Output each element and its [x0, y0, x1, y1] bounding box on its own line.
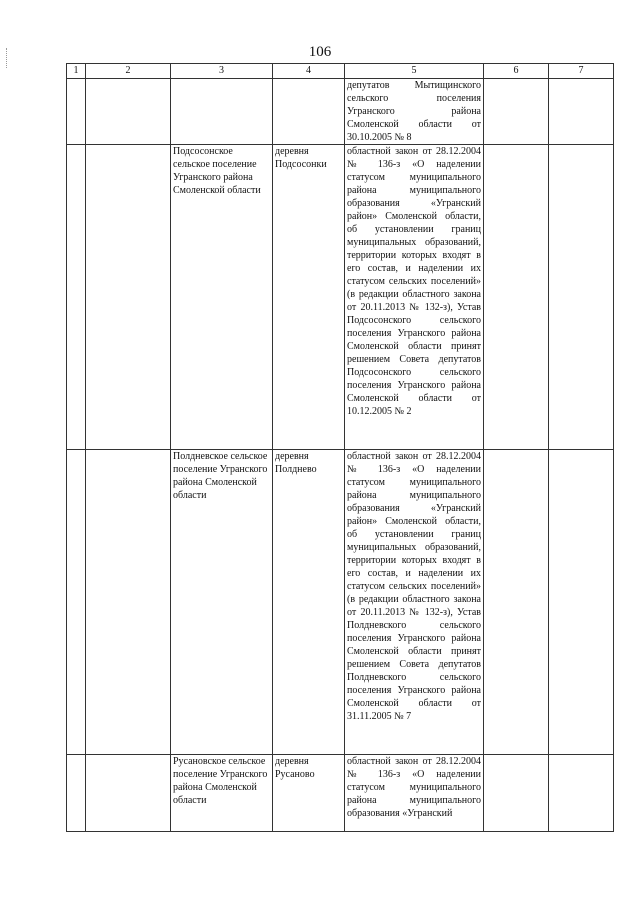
- cell-number: [67, 450, 86, 755]
- cell-legal-basis: областной закон от 28.12.2004 № 136-з «О наделении статусом муниципального района муниципального образования «Угранский район» Смоленской области, об установлении границ муниципальных образований, территории которых входят в его состав, и наделении их статусом сельских поселений» (в редакции областного закона от 20.11.2013 № 132-з), Устав Полдневского сельского поселения Угранского района Смоленской области принят решением Совета депутатов Полдневского сельского поселения Угранского района Смоленской области от 31.11.2005 № 7: [345, 450, 484, 755]
- column-header: 4: [273, 64, 345, 79]
- cell-col6: [484, 79, 549, 145]
- column-header: 7: [549, 64, 614, 79]
- table-row: [67, 79, 614, 145]
- cell-col2: [86, 79, 171, 145]
- cell-locality: деревня Полднево: [273, 450, 345, 755]
- cell-settlement: [171, 79, 273, 145]
- page-number: 106: [308, 44, 332, 60]
- cell-col2: [86, 145, 171, 450]
- cell-legal-basis: депутатов Мытищинского сельского поселения Угранского района Смоленской области от 30.10.2005 № 8: [345, 79, 484, 145]
- cell-settlement: Полдневское сельское поселение Угранского района Смоленской области: [171, 450, 273, 755]
- cell-col2: [86, 450, 171, 755]
- cell-locality: деревня Подсосонки: [273, 145, 345, 450]
- cell-col6: [484, 145, 549, 450]
- cell-number: [67, 145, 86, 450]
- cell-col7: [549, 755, 614, 832]
- table-row: [67, 755, 614, 832]
- cell-col7: [549, 79, 614, 145]
- column-header: 3: [171, 64, 273, 79]
- table-row: [67, 450, 614, 755]
- cell-col7: [549, 450, 614, 755]
- document-table: [66, 63, 614, 832]
- cell-legal-basis: областной закон от 28.12.2004 № 136-з «О наделении статусом муниципального района муниципального образования «Угранский район» Смоленской области, об установлении границ муниципальных образований, территории которых входят в его состав, и наделении их статусом сельских поселений» (в редакции областного закона от 20.11.2013 № 132-з), Устав Подсосонского сельского поселения Угранского района Смоленской области принят решением Совета депутатов Подсосонского сельского поселения Угранского района Смоленской области от 10.12.2005 № 2: [345, 145, 484, 450]
- column-number-row: [67, 64, 614, 79]
- cell-locality: деревня Русаново: [273, 755, 345, 832]
- cell-col2: [86, 755, 171, 832]
- cell-locality: [273, 79, 345, 145]
- cell-col7: [549, 145, 614, 450]
- table-row: [67, 145, 614, 450]
- cell-settlement: Русановское сельское поселение Угранского района Смоленской области: [171, 755, 273, 832]
- column-header: 1: [67, 64, 86, 79]
- cell-settlement: Подсосонское сельское поселение Угранского района Смоленской области: [171, 145, 273, 450]
- cell-col6: [484, 450, 549, 755]
- cell-legal-basis: областной закон от 28.12.2004 № 136-з «О наделении статусом муниципального района муниципального образования «Угранский: [345, 755, 484, 832]
- column-header: 2: [86, 64, 171, 79]
- column-header: 5: [345, 64, 484, 79]
- cell-number: [67, 755, 86, 832]
- cell-col6: [484, 755, 549, 832]
- column-header: 6: [484, 64, 549, 79]
- cell-number: [67, 79, 86, 145]
